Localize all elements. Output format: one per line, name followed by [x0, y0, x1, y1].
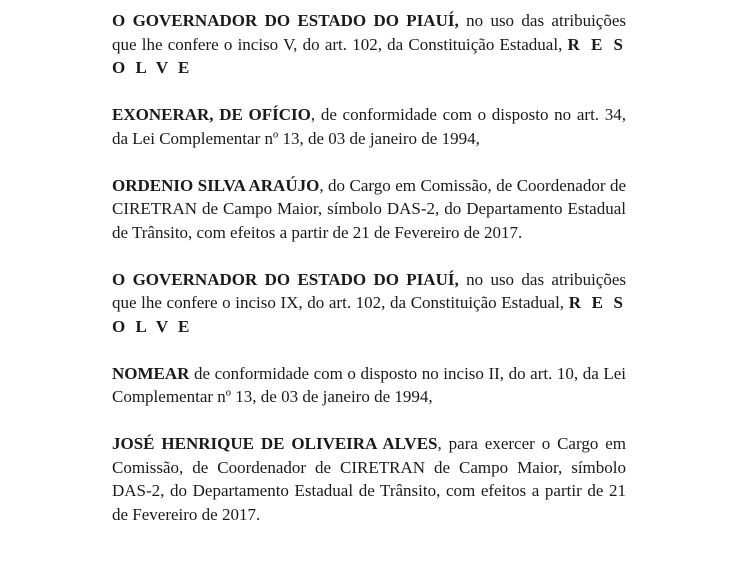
exonerate-heading: EXONERAR, DE OFÍCIO	[112, 105, 311, 124]
paragraph-text: de conformidade com o disposto no inciso II, do art. 10, da Lei Complementar nº 13, de 03 de janeiro de 1994,	[112, 363, 626, 406]
resolve-keyword: R E S O L V E	[112, 293, 626, 336]
paragraph-appoint	[112, 362, 626, 409]
paragraph-governor-preamble-2	[112, 268, 626, 339]
paragraph-text: , para exercer o Cargo em Comissão, de Coordenador de CIRETRAN de Campo Maior, símbolo DAS-2, do Departamento Estadual de Trânsito, com efeitos a partir de 21 de Fevereiro de 2017.	[112, 434, 626, 524]
resolve-keyword: R E S O L V E	[112, 34, 627, 77]
paragraph-exonerate	[112, 103, 626, 150]
appoint-heading: NOMEAR	[112, 363, 190, 383]
paragraph-text: no uso das atribuições que lhe confere o inciso IX, do art. 102, da Constituição Estadual,	[112, 269, 627, 312]
paragraph-text: , de conformidade com o disposto no art. 34, da Lei Complementar nº 13, de 03 de janeiro de 1994,	[112, 105, 626, 148]
governor-heading: O GOVERNADOR DO ESTADO DO PIAUÍ,	[112, 11, 459, 30]
document-body	[112, 9, 626, 526]
paragraph-text: , do Cargo em Comissão, de Coordenador de CIRETRAN de Campo Maior, símbolo DAS-2, do Departamento Estadual de Trânsito, com efeitos a partir de 21 de Fevereiro de 2017.	[112, 175, 626, 242]
paragraph-text: no uso das atribuições que lhe confere o inciso V, do art. 102, da Constituição Estadual,	[112, 11, 627, 54]
person-name: JOSÉ HENRIQUE DE OLIVEIRA ALVES	[112, 434, 438, 453]
paragraph-exonerated-person	[112, 174, 626, 245]
person-name: ORDENIO SILVA ARAÚJO	[112, 175, 320, 195]
paragraph-governor-preamble-1	[112, 9, 626, 80]
governor-heading: O GOVERNADOR DO ESTADO DO PIAUÍ,	[112, 269, 459, 289]
paragraph-appointed-person	[112, 432, 626, 526]
